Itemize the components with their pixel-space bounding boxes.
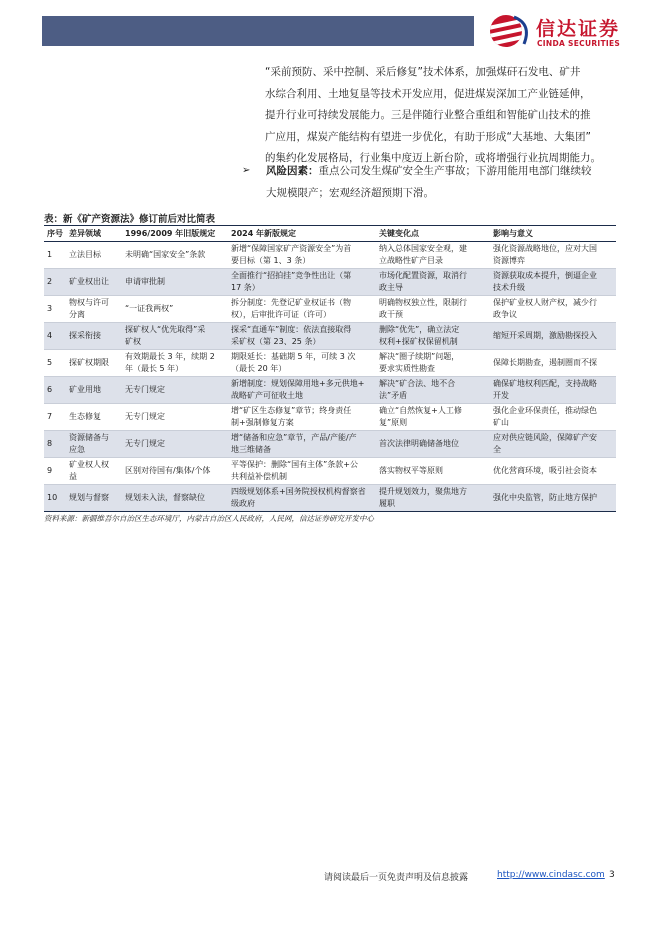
cell-line: 纳入总体国家安全观，建 (379, 244, 467, 253)
cell-line: 共利益补偿机制 (231, 472, 287, 481)
cell-line: 9 (47, 466, 53, 475)
cell-line: 政干预 (379, 310, 403, 319)
cell-line: 立战略性矿产目录 (379, 256, 443, 265)
cell-line: 落实物权平等原则 (379, 466, 443, 475)
cell-line: 保护矿业权人财产权，减少行 (493, 298, 597, 307)
cell-line: 矿权 (125, 337, 141, 346)
table-cell (228, 404, 376, 431)
cell-line: 资源博弈 (493, 256, 525, 265)
paragraph-line: 广应用，煤炭产能结构有望进一步优化，有助于形成“大基地、大集团” (265, 130, 591, 143)
risk-title: 风险因素： (266, 165, 319, 177)
table-cell (44, 377, 66, 404)
cell-line: 无专门规定 (125, 385, 165, 394)
cell-line: （最长 20 年） (231, 364, 287, 373)
table-cell (66, 458, 122, 485)
table-cell (122, 323, 228, 350)
disclaimer-note: 请阅读最后一页免责声明及信息披露 (324, 873, 469, 883)
company-logo (484, 12, 634, 52)
cell-line: 制+强制修复方案 (231, 418, 294, 427)
table-row (44, 431, 616, 458)
cell-line: 新增制度：规划保障用地+多元供地+ (231, 379, 365, 388)
cell-line: 未明确“国家安全”条款 (125, 250, 206, 259)
table-cell (376, 404, 490, 431)
table-cell (376, 350, 490, 377)
table-row (44, 323, 616, 350)
table-cell (490, 377, 616, 404)
table-cell (490, 296, 616, 323)
cell-line: 新增“保障国家矿产资源安全”为首 (231, 244, 352, 253)
table-cell (122, 350, 228, 377)
cell-line: 4 (47, 331, 53, 340)
table-title: 表：新《矿产资源法》修订前后对比简表 (44, 214, 216, 225)
cell-line: 法”矛盾 (379, 391, 408, 400)
table-cell (44, 269, 66, 296)
table-row (44, 377, 616, 404)
body-paragraph (265, 62, 633, 170)
cell-line: 采矿权（第 23、25 条） (231, 337, 321, 346)
table-header-row (44, 226, 616, 242)
paragraph-line: “采前预防、采中控制、采后修复”技术体系，加强煤矸石发电、矿井 (265, 66, 581, 78)
cell-line: 要目标（第 1、3 条） (231, 256, 311, 265)
cell-line: 强化企业环保责任，推动绿色 (493, 406, 597, 415)
table-cell (490, 269, 616, 296)
table-cell (376, 269, 490, 296)
cell-line: 矿业权出让 (69, 277, 109, 286)
column-header: 影响与意义 (490, 226, 616, 242)
cell-line: 申请审批制 (125, 277, 165, 286)
cell-line: 无专门规定 (125, 439, 165, 448)
cell-line: 确保矿地权利匹配，支持战略 (493, 379, 597, 388)
cell-line: 保障长期勘查，遏制圈而不探 (493, 358, 597, 367)
table-cell (66, 350, 122, 377)
cell-line: 解决“矿合法、地不合 (379, 379, 456, 388)
column-header: 2024 年新版规定 (228, 226, 376, 242)
cell-line: 探矿权人“优先取得”采 (125, 325, 206, 334)
cell-line: 8 (47, 439, 53, 448)
cell-line: 矿业用地 (69, 385, 101, 394)
cell-line: 规划与督察 (69, 493, 109, 502)
cell-line: 优化营商环境，吸引社会资本 (493, 466, 597, 475)
cell-line: 提升规划效力，聚焦地方 (379, 487, 467, 496)
cell-line: 履职 (379, 499, 395, 508)
table-cell (376, 296, 490, 323)
cell-line: 战略矿产可征收土地 (231, 391, 303, 400)
cell-line: 探采衔接 (69, 331, 101, 340)
table-cell (122, 242, 228, 269)
table-cell (122, 296, 228, 323)
table-cell (44, 350, 66, 377)
table-cell (66, 269, 122, 296)
column-header: 差异领域 (66, 226, 122, 242)
table-cell (122, 269, 228, 296)
cell-line: 解决“圈子续期”问题， (379, 352, 460, 361)
table-cell (122, 431, 228, 458)
table-cell (228, 431, 376, 458)
table-cell (376, 377, 490, 404)
table-cell (66, 404, 122, 431)
cell-line: 区别对待国有/集体/个体 (125, 466, 211, 475)
page-number: 3 (609, 870, 615, 880)
table-cell (44, 458, 66, 485)
table-cell (228, 296, 376, 323)
table-cell (122, 377, 228, 404)
table-row (44, 458, 616, 485)
cell-line: 有效期最长 3 年，续期 2 (125, 352, 215, 361)
page-footer (0, 869, 662, 885)
risk-line: 大规模限产；宏观经济超预期下滑。 (266, 187, 434, 199)
header-bar (42, 16, 474, 46)
table-row (44, 485, 616, 512)
table-cell (228, 350, 376, 377)
cell-line: 1 (47, 250, 53, 259)
column-header: 1996/2009 年旧版规定 (122, 226, 228, 242)
cell-line: 物权与许可 (69, 298, 109, 307)
table-cell (44, 323, 66, 350)
cell-line: 期限延长：基础期 5 年，可续 3 次 (231, 352, 356, 361)
table-cell (490, 431, 616, 458)
cell-line: 强化中央监管，防止地方保护 (493, 493, 597, 502)
cell-line: 增“储备和应急”章节，产品/产能/产 (231, 433, 357, 442)
cell-line: 复”原则 (379, 418, 408, 427)
table-cell (122, 404, 228, 431)
table-cell (66, 242, 122, 269)
table-cell (376, 242, 490, 269)
table-cell (490, 404, 616, 431)
cell-line: 资源获取成本提升，倒逼企业 (493, 271, 597, 280)
table-cell (44, 404, 66, 431)
table-cell (44, 242, 66, 269)
table-cell (228, 485, 376, 512)
table-cell (376, 323, 490, 350)
table-body (44, 242, 616, 512)
table-cell (490, 485, 616, 512)
table-cell (376, 485, 490, 512)
bullet-arrow-icon: ➢ (242, 165, 251, 176)
cell-line: 7 (47, 412, 53, 421)
cell-line: 立法目标 (69, 250, 101, 259)
cell-line: 应对供应链风险，保障矿产安 (493, 433, 597, 442)
cell-line: 17 条） (231, 283, 260, 292)
column-header: 关键变化点 (376, 226, 490, 242)
table-cell (44, 485, 66, 512)
table-cell (122, 485, 228, 512)
table-cell (66, 377, 122, 404)
cell-line: 权利+探矿权保留机制 (379, 337, 458, 346)
risk-line (266, 160, 634, 182)
column-header: 序号 (44, 226, 66, 242)
paragraph-line: 提升行业可持续发展能力。三是伴随行业整合重组和智能矿山技术的推 (265, 109, 591, 121)
cell-line: 政争议 (493, 310, 517, 319)
cell-line: 益 (69, 472, 77, 481)
table-row (44, 350, 616, 377)
cell-line: 年（最长 5 年） (125, 364, 184, 373)
risk-text (266, 160, 634, 204)
cell-line: 政主导 (379, 283, 403, 292)
cell-line: 5 (47, 358, 53, 367)
cell-line: 探矿权期限 (69, 358, 109, 367)
cell-line: 10 (47, 493, 58, 502)
table-cell (376, 431, 490, 458)
table-cell (490, 242, 616, 269)
cell-line: 3 (47, 304, 53, 313)
cell-line: 级政府 (231, 499, 255, 508)
cell-line: 首次法律明确储备地位 (379, 439, 459, 448)
cell-line: 开发 (493, 391, 509, 400)
cell-line: 技术升级 (493, 283, 525, 292)
logo-chinese-name: 信达证券 (536, 18, 621, 40)
table-cell (66, 431, 122, 458)
table-cell (228, 458, 376, 485)
cell-line: 平等保护：删除“国有主体”条款+公 (231, 460, 358, 469)
cell-line: “一证我两权” (125, 304, 174, 313)
table-cell (228, 377, 376, 404)
cell-line: 探采“直通车”制度：依法直接取得 (231, 325, 352, 334)
cell-line: 矿业权人权 (69, 460, 109, 469)
table-cell (122, 458, 228, 485)
cell-line: 市场化配置资源，取消行 (379, 271, 467, 280)
table-cell (490, 350, 616, 377)
cell-line: 应急 (69, 445, 85, 454)
cell-line: 地三维储备 (231, 445, 271, 454)
table-row (44, 296, 616, 323)
cell-line: 生态修复 (69, 412, 101, 421)
cell-line: 2 (47, 277, 53, 286)
cell-line: 规划未入法，督察缺位 (125, 493, 205, 502)
table-cell (490, 458, 616, 485)
cell-line: 全面推行“招拍挂”竞争性出让（第 (231, 271, 352, 280)
cell-line: 分离 (69, 310, 85, 319)
cell-line: 无专门规定 (125, 412, 165, 421)
cell-line: 增“矿区生态修复”章节；终身责任 (231, 406, 352, 415)
logo-english-name: CINDA SECURITIES (537, 39, 621, 48)
website-link[interactable]: http://www.cindasc.com (497, 870, 605, 880)
source-note: 资料来源：新疆维吾尔自治区生态环境厅，内蒙古自治区人民政府，人民网，信达证券研究开发中心 (44, 514, 374, 523)
table-cell (228, 323, 376, 350)
table-cell (44, 431, 66, 458)
table-row (44, 269, 616, 296)
cell-line: 6 (47, 385, 53, 394)
table-cell (66, 296, 122, 323)
cell-line: 拆分制度：先登记矿业权证书（物 (231, 298, 351, 307)
table-cell (376, 458, 490, 485)
cell-line: 强化资源战略地位，应对大国 (493, 244, 597, 253)
table-row (44, 242, 616, 269)
cell-line: 矿山 (493, 418, 509, 427)
table-cell (66, 323, 122, 350)
table-cell (228, 242, 376, 269)
cell-line: 四级规划体系+国务院授权机构督察省 (231, 487, 366, 496)
table-cell (66, 485, 122, 512)
paragraph-line: 的集约化发展格局，行业集中度迈上新台阶，或将增强行业抗周期能力。 (265, 152, 601, 164)
table-cell (44, 296, 66, 323)
table-cell (490, 323, 616, 350)
paragraph-line: 水综合利用、土地复垦等技术开发应用，促进煤炭深加工产业链延伸， (265, 87, 591, 100)
risk-line-text: 重点公司发生煤矿安全生产事故；下游用能用电部门继续较 (318, 165, 592, 177)
cell-line: 缩短开采周期，激励勘探投入 (493, 331, 597, 340)
table-row (44, 404, 616, 431)
cell-line: 全 (493, 445, 501, 454)
table-cell (228, 269, 376, 296)
comparison-table (44, 225, 616, 512)
cell-line: 确立“自然恢复+人工修 (379, 406, 462, 415)
cell-line: 要求实质性勘查 (379, 364, 435, 373)
cell-line: 删除“优先”，确立法定 (379, 325, 460, 334)
cell-line: 资源储备与 (69, 433, 109, 442)
cell-line: 明确物权独立性，限制行 (379, 298, 467, 307)
cinda-logo-icon (484, 14, 532, 48)
cell-line: 权），后审批许可证（许可） (231, 310, 331, 319)
